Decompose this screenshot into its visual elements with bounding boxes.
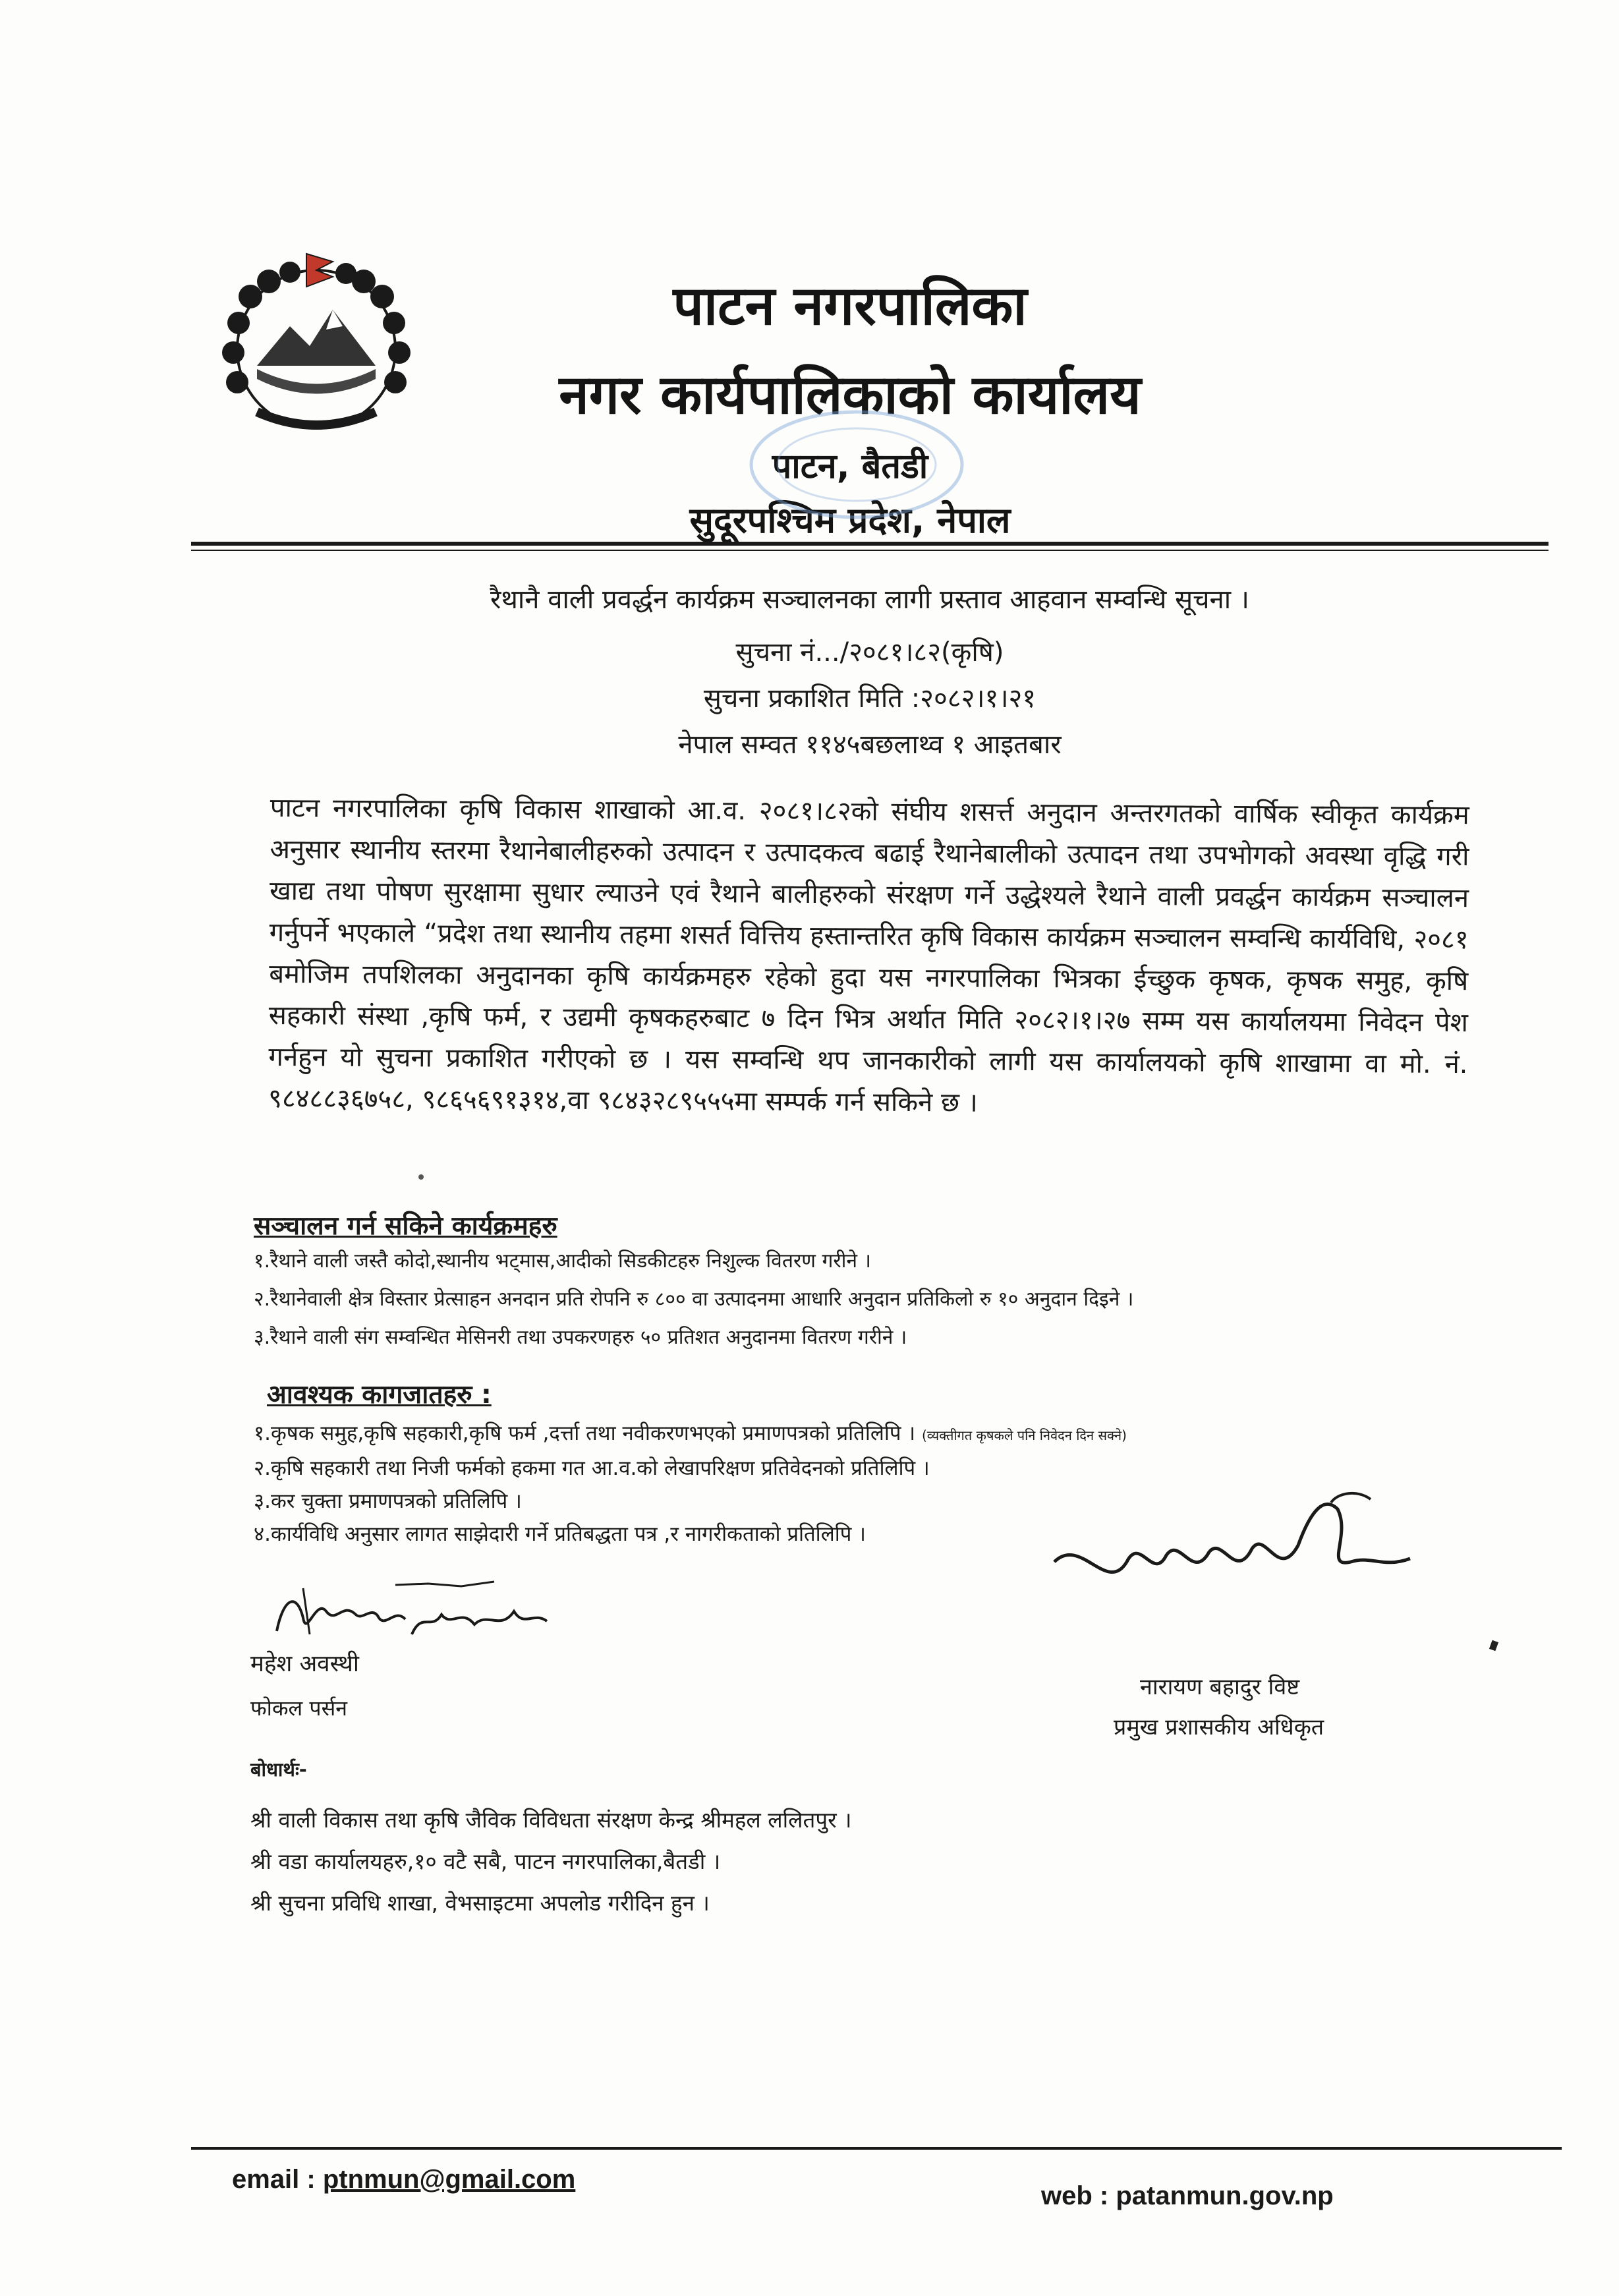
signatory-left-name: महेश अवस्थी (250, 1651, 359, 1677)
footer-web (1041, 2181, 1334, 2211)
header-divider (191, 542, 1548, 546)
signatory-right-role: प्रमुख प्रशासकीय अधिकृत (1114, 1714, 1324, 1740)
footer-email (232, 2165, 575, 2195)
cc-title: बोधार्थः- (250, 1758, 307, 1781)
office-location: पाटन, बैतडी (772, 447, 928, 486)
ink-dot (418, 1174, 424, 1180)
nepal-government-emblem-icon (211, 247, 422, 445)
notice-body: पाटन नगरपालिका कृषि विकास शाखाको आ.व. २०८१।८२को संघीय शसर्त्त अनुदान अन्तरगतको वार्षिक स्वीकृत कार्यक्रम अनुसार स्थानीय स्तरमा रैथानेबालीहरुको उत्पादन र उत्पादकत्व बढाई रैथानेबालीको उत्पादन तथा उपभोगको अवस्था वृद्धि गरी खाद्य तथा पोषण सुरक्षामा सुधार ल्याउने एवं रैथाने बालीहरुको संरक्षण गर्ने उद्धेश्यले रैथाने वाली प्रवर्द्धन कार्यक्रम सञ्चालन गर्नुपर्ने भएकाले “प्रदेश तथा स्थानीय तहमा शसर्त वित्तिय हस्तान्तरित कृषि विकास कार्यक्रम सञ्चालन सम्वन्धि कार्यविधि, २०८१ बमोजिम तपशिलका अनुदानका कृषि कार्यक्रमहरु रहेको हुदा यस नगरपालिका भित्रका ईच्छुक कृषक, कृषक समुह, कृषि सहकारी संस्था ,कृषि फर्म, र उद्यमी कृषकहरुबाट ७ दिन भित्र अर्थात मिति २०८२।१।२७ सम्म यस कार्यालयमा निवेदन पेश गर्नहुन यो सुचना प्रकाशित गरीएको छ । यस सम्वन्धि थप जानकारीको लागी यस कार्यालयको कृषि शाखामा वा मो. नं. ९८४८८३६७५८, ९८६५६९१३१४,वा ९८४३२८९५५५मा सम्पर्क गर्न सकिने छ । (268, 792, 1469, 1118)
list-item: श्री सुचना प्रविधि शाखा, वेभसाइटमा अपलोड गरीदिन हुन । (250, 1890, 710, 1916)
list-item: श्री वाली विकास तथा कृषि जैविक विविधता संरक्षण केन्द्र श्रीमहल ललितपुर । (250, 1807, 852, 1833)
published-date: सुचना प्रकाशित मिति :२०८२।१।२१ (703, 683, 1037, 714)
documents-title: आवश्यक कागजातहरु : (267, 1380, 492, 1410)
list-item: १.रैथाने वाली जस्तै कोदो,स्थानीय भट्मास,आदीको सिडकीटहरु निशुल्क वितरण गरीने । (254, 1249, 871, 1273)
footer-divider (191, 2147, 1562, 2150)
cc-list (250, 1799, 1173, 1924)
list-item: ३.कर चुक्ता प्रमाणपत्रको प्रतिलिपि । (254, 1489, 522, 1513)
list-item: १.कृषक समुह,कृषि सहकारी,कृषि फर्म ,दर्त्ता तथा नवीकरणभएको प्रमाणपत्रको प्रतिलिपि । (व्यक्तीगत कृषकले पनि निवेदन दिन सक्ने) (254, 1421, 1127, 1445)
signatory-left-role: फोकल पर्सन (250, 1696, 347, 1721)
nepal-sambat-date: नेपाल सम्वत ११४५बछलाथ्व १ आइतबार (678, 730, 1062, 760)
programs-list (254, 1242, 1374, 1357)
list-item: श्री वडा कार्यालयहरु,१० वटै सबै, पाटन नगरपालिका,बैतडी । (250, 1849, 721, 1874)
signatory-right-name: नारायण बहादुर विष्ट (1140, 1674, 1300, 1700)
office-province: सुदूरपश्चिम प्रदेश, नेपाल (689, 500, 1011, 541)
programs-title: सञ्चालन गर्न सकिने कार्यक्रमहरु (254, 1211, 557, 1241)
notice-number: सुचना नं.../२०८१।८२(कृषि) (735, 637, 1004, 668)
list-item: ४.कार्यविधि अनुसार लागत साझेदारी गर्ने प्रतिबद्धता पत्र ,र नागरीकताको प्रतिलिपि । (254, 1522, 866, 1546)
email-link[interactable]: ptnmun@gmail.com (322, 2165, 576, 2194)
list-item: २.रैथानेवाली क्षेत्र विस्तार प्रेत्साहन अनदान प्रति रोपनि रु ८०० वा उत्पादनमा आधारि अनुदान प्रतिकिलो रु १० अनुदान दिइने । (254, 1288, 1134, 1311)
ink-mark (1489, 1640, 1498, 1651)
list-item-note: (व्यक्तीगत कृषकले पनि निवेदन दिन सक्ने) (922, 1427, 1127, 1443)
list-item: ३.रैथाने वाली संग सम्वन्धित मेसिनरी तथा उपकरणहरु ५० प्रतिशत अनुदानमा वितरण गरीने । (254, 1326, 907, 1349)
signature-left (264, 1572, 554, 1657)
notice-subject: रैथानै वाली प्रवर्द्धन कार्यक्रम सञ्चालनका लागी प्रस्ताव आहवान सम्वन्धि सूचना । (490, 585, 1249, 615)
email-label: email : (232, 2165, 316, 2194)
web-link[interactable]: patanmun.gov.np (1116, 2181, 1334, 2210)
web-label: web : (1041, 2181, 1109, 2210)
office-name: पाटन नगरपालिका (673, 275, 1027, 337)
office-subtitle: नगर कार्यपालिकाको कार्यालय (559, 364, 1141, 426)
list-item: २.कृषि सहकारी तथा निजी फर्मको हकमा गत आ.व.को लेखापरिक्षण प्रतिवेदनको प्रतिलिपि । (254, 1456, 930, 1480)
signature-right (1041, 1483, 1463, 1608)
office-stamp-icon (745, 405, 969, 524)
header-divider-thin (191, 550, 1548, 551)
